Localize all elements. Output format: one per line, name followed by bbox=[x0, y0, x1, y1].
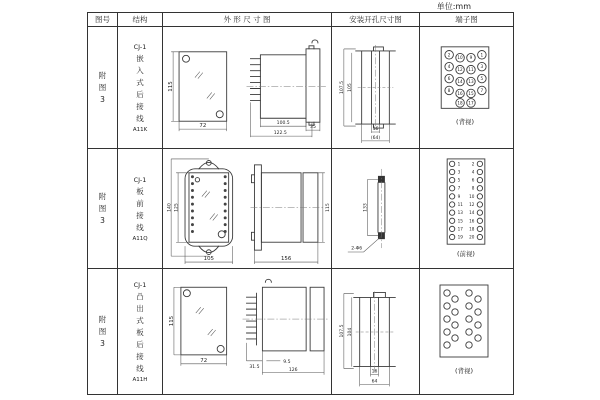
structure-type-label: 嵌入式后接线 bbox=[136, 53, 144, 123]
svg-text:17: 17 bbox=[468, 100, 474, 106]
seal-marks bbox=[195, 72, 215, 100]
mounting-drawing-a11q bbox=[332, 149, 419, 268]
header-terminal: 端子图 bbox=[420, 13, 513, 27]
dimension-lines bbox=[174, 287, 324, 374]
dim-side-depth: 156 bbox=[280, 256, 292, 263]
dimension-lines bbox=[171, 159, 325, 264]
dim-body-depth: 100.5 bbox=[276, 121, 290, 127]
mounting-drawing-a11k bbox=[332, 27, 419, 148]
svg-text:1: 1 bbox=[480, 52, 484, 58]
model-code-label: A11H bbox=[132, 376, 148, 383]
svg-text:11: 11 bbox=[468, 67, 474, 73]
svg-text:4: 4 bbox=[471, 169, 475, 175]
outline-drawing-a11h bbox=[163, 269, 331, 394]
figure-no-cell-row1 bbox=[88, 27, 118, 149]
terminal-drawing-a11q bbox=[420, 149, 513, 268]
dim-step: 9.5 bbox=[283, 359, 291, 365]
figure-no-cell-row2 bbox=[88, 149, 118, 269]
outline-cell-row3 bbox=[163, 269, 332, 394]
structure-cell-row1 bbox=[118, 27, 163, 149]
svg-text:18: 18 bbox=[469, 226, 475, 232]
svg-text:20: 20 bbox=[469, 234, 475, 240]
terminal-cell-row3 bbox=[420, 269, 513, 394]
terminal-view-label: (背视) bbox=[456, 118, 474, 127]
front-view bbox=[181, 287, 227, 355]
structure-cell-row2 bbox=[118, 149, 163, 269]
svg-text:17: 17 bbox=[457, 226, 463, 232]
dim-outer-height: 107.5 bbox=[339, 81, 345, 94]
header-mounting: 安装开孔尺寸图 bbox=[332, 13, 420, 27]
svg-text:2: 2 bbox=[471, 161, 475, 167]
outline-drawing-a11k bbox=[163, 27, 331, 148]
front-view bbox=[185, 161, 233, 255]
header-structure: 结构 bbox=[118, 13, 163, 27]
dim-front-height: 115 bbox=[168, 81, 175, 92]
terminal-cell-row1 bbox=[420, 27, 513, 149]
dim-inner-height: 105 bbox=[347, 83, 353, 92]
hole-note: 2-Φ6 bbox=[351, 246, 363, 252]
svg-text:11: 11 bbox=[457, 202, 463, 208]
svg-text:19: 19 bbox=[457, 234, 463, 240]
svg-text:10: 10 bbox=[469, 193, 475, 199]
structure-type-label: 凸出式板后接线 bbox=[136, 291, 144, 373]
svg-text:12: 12 bbox=[457, 67, 463, 73]
dim-total-depth: 126 bbox=[288, 367, 298, 373]
dim-front-width: 72 bbox=[200, 357, 208, 364]
svg-text:6: 6 bbox=[447, 76, 451, 82]
terminal-circles bbox=[449, 161, 482, 240]
dim-front-width: 72 bbox=[199, 123, 207, 130]
svg-text:4: 4 bbox=[447, 64, 451, 70]
svg-text:10: 10 bbox=[457, 55, 463, 61]
dim-front-h-inner: 125 bbox=[174, 203, 180, 212]
mounting-cell-row2 bbox=[332, 149, 420, 269]
svg-text:9: 9 bbox=[457, 193, 461, 199]
dim-total-depth: 122.5 bbox=[273, 131, 287, 137]
dim-outer-height: 107.5 bbox=[339, 324, 345, 338]
svg-text:5: 5 bbox=[480, 76, 484, 82]
model-code-label: A11K bbox=[132, 126, 148, 133]
dim-pin-depth: 31.5 bbox=[249, 364, 260, 370]
figure-no-label: 附图3 bbox=[98, 70, 107, 104]
figure-no-label: 附图3 bbox=[98, 314, 107, 348]
dim-total-width: (64) bbox=[370, 135, 381, 141]
outline-cell-row1 bbox=[163, 27, 332, 149]
outline-drawing-a11q bbox=[163, 149, 331, 268]
dimension-table bbox=[87, 12, 514, 395]
svg-text:15: 15 bbox=[457, 218, 463, 224]
terminal-drawing-a11h bbox=[420, 269, 513, 394]
svg-text:14: 14 bbox=[457, 79, 463, 85]
dimension-lines bbox=[348, 179, 382, 252]
svg-text:8: 8 bbox=[471, 185, 475, 191]
dimension-lines bbox=[344, 49, 389, 143]
header-outline: 外 形 尺 寸 图 bbox=[163, 13, 332, 27]
figure-no-label: 附图3 bbox=[98, 191, 107, 225]
mounting-cell-row3 bbox=[332, 269, 420, 394]
svg-text:1: 1 bbox=[457, 161, 461, 167]
svg-text:13: 13 bbox=[468, 79, 474, 85]
terminal-view-label: (背视) bbox=[454, 367, 474, 375]
svg-text:15: 15 bbox=[468, 90, 474, 96]
svg-text:16: 16 bbox=[469, 218, 475, 224]
dim-front-height: 115 bbox=[168, 315, 175, 327]
terminal-cell-row2 bbox=[420, 149, 513, 269]
seal-marks bbox=[196, 307, 216, 336]
terminal-numbers bbox=[458, 161, 475, 239]
unit-label: 单位:mm bbox=[436, 2, 471, 11]
mounting-cell-row1 bbox=[332, 27, 420, 149]
dim-front-h-outer: 140 bbox=[167, 203, 173, 212]
dim-hole-spacing: 133 bbox=[363, 203, 369, 212]
seal-marks bbox=[202, 191, 218, 221]
front-view bbox=[179, 52, 227, 121]
dim-front-width: 105 bbox=[203, 256, 215, 263]
side-view bbox=[250, 40, 319, 125]
structure-cell-row3 bbox=[118, 269, 163, 394]
dim-inner-height: 104 bbox=[347, 327, 353, 337]
terminal-drawing-a11k bbox=[420, 27, 513, 148]
svg-text:2: 2 bbox=[447, 52, 451, 58]
svg-text:6: 6 bbox=[471, 177, 475, 183]
dimension-lines bbox=[344, 293, 389, 386]
figure-no-cell-row3 bbox=[88, 269, 118, 394]
dim-flange-depth: 35 bbox=[310, 125, 316, 131]
terminal-dot-strips bbox=[192, 177, 225, 238]
dimension-lines bbox=[171, 52, 320, 137]
svg-text:3: 3 bbox=[457, 169, 461, 175]
svg-text:16: 16 bbox=[457, 90, 463, 96]
svg-text:5: 5 bbox=[457, 177, 461, 183]
svg-text:8: 8 bbox=[447, 87, 451, 93]
model-code-label: A11Q bbox=[132, 235, 148, 242]
svg-text:12: 12 bbox=[469, 202, 475, 208]
model-label: CJ-1 bbox=[133, 42, 147, 51]
dim-side-height: 115 bbox=[325, 203, 331, 212]
header-figure-no: 图号 bbox=[88, 13, 118, 27]
outline-cell-row2 bbox=[163, 149, 332, 269]
svg-text:9: 9 bbox=[469, 55, 473, 61]
dim-total-width: 64 bbox=[371, 379, 378, 385]
model-label: CJ-1 bbox=[133, 280, 147, 289]
structure-type-label: 板前接线 bbox=[136, 186, 144, 232]
svg-text:14: 14 bbox=[469, 210, 475, 216]
svg-text:18: 18 bbox=[457, 100, 463, 106]
dim-slot-width: 16 bbox=[372, 127, 379, 133]
dim-slot-width: 16 bbox=[371, 369, 378, 375]
side-view bbox=[247, 279, 325, 351]
terminal-circles bbox=[444, 290, 481, 348]
svg-text:7: 7 bbox=[480, 87, 484, 93]
terminal-view-label: (前视) bbox=[457, 250, 475, 259]
svg-text:13: 13 bbox=[457, 210, 463, 216]
model-label: CJ-1 bbox=[133, 175, 147, 184]
mounting-drawing-a11h bbox=[332, 269, 419, 394]
svg-text:3: 3 bbox=[480, 64, 484, 70]
svg-text:7: 7 bbox=[457, 185, 461, 191]
